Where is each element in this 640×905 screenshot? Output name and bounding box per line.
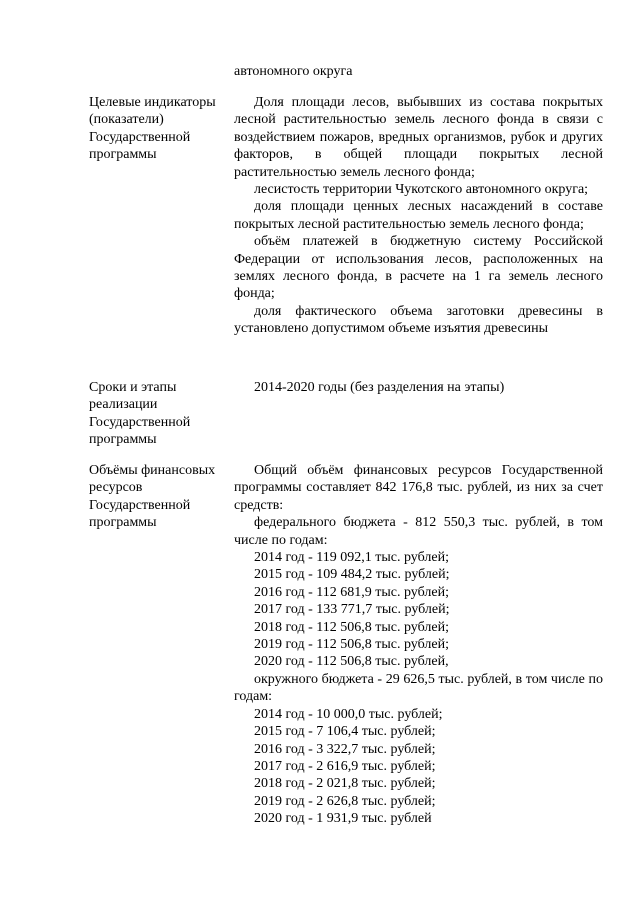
federal-year-line: 2017 год - 133 771,7 тыс. рублей; [254, 602, 450, 618]
federal-year-line: 2014 год - 119 092,1 тыс. рублей; [254, 550, 449, 566]
federal-year-line: 2019 год - 112 506,8 тыс. рублей; [254, 637, 449, 653]
district-year-line: 2019 год - 2 626,8 тыс. рублей; [254, 793, 436, 809]
terms-text: 2014-2020 годы (без разделения на этапы) [254, 380, 505, 395]
terms-label-line: реализации [89, 397, 158, 413]
indicators-label-line: Государственной [89, 129, 191, 145]
federal-budget-intro: федерального бюджета - 812 550,3 тыс. рублей, в том числе по годам: [234, 515, 603, 548]
indicators-label-line: программы [89, 147, 157, 163]
finance-content [234, 462, 603, 828]
finance-label-line: программы [89, 515, 157, 531]
district-year-line: 2014 год - 10 000,0 тыс. рублей; [254, 706, 443, 722]
indicator-item: доля фактического объема заготовки древесины в установлено допустимом объеме изъятия древесины [234, 303, 603, 337]
continuation-line: автономного округа [234, 64, 353, 79]
terms-label [89, 379, 237, 449]
district-budget-intro: окружного бюджета - 29 626,5 тыс. рублей, в том числе по годам: [234, 671, 603, 705]
federal-year-line: 2015 год - 109 484,2 тыс. рублей; [254, 567, 450, 583]
indicator-item: Доля площади лесов, выбывших из состава покрытых лесной растительностью земель лесного фонда в связи с воздействием пожаров, вредных организмов, рубок и других факторов, в общей площади покрытых лесной растительностью земель лесного фонда; [234, 95, 603, 180]
district-year-line: 2017 год - 2 616,9 тыс. рублей; [254, 758, 436, 774]
district-year-line: 2015 год - 7 106,4 тыс. рублей; [254, 724, 436, 740]
federal-year-line: 2020 год - 112 506,8 тыс. рублей, [254, 654, 449, 670]
finance-label-line: Государственной [89, 497, 191, 513]
terms-label-line: программы [89, 432, 157, 448]
finance-label-line: ресурсов [89, 480, 143, 496]
indicators-label [89, 94, 237, 164]
district-year-line: 2016 год - 3 322,7 тыс. рублей; [254, 741, 436, 757]
finance-label-line: Объёмы финансовых [89, 463, 216, 478]
federal-year-line: 2018 год - 112 506,8 тыс. рублей; [254, 619, 449, 635]
finance-label [89, 462, 237, 532]
indicator-item: объём платежей в бюджетную систему Российской Федерации от использования лесов, расположенных на землях лесного фонда, в расчете на 1 га земель лесного фонда; [234, 234, 603, 302]
indicator-item: лесистость территории Чукотского автономного округа; [254, 182, 589, 198]
terms-label-line: Государственной [89, 414, 191, 430]
indicators-content [234, 94, 603, 338]
terms-content [234, 379, 603, 396]
district-year-line: 2020 год - 1 931,9 тыс. рублей [254, 811, 432, 827]
federal-year-line: 2016 год - 112 681,9 тыс. рублей; [254, 584, 449, 600]
indicators-label-line: Целевые индикаторы [89, 95, 216, 110]
terms-label-line: Сроки и этапы [89, 380, 177, 395]
finance-intro: Общий объём финансовых ресурсов Государственной программы составляет 842 176,8 тыс. рублей, из них за счет средств: [234, 463, 603, 513]
indicators-label-line: (показатели) [89, 112, 164, 128]
indicator-item: доля площади ценных лесных насаждений в составе покрытых лесной растительностью земель лесного фонда; [234, 199, 603, 232]
continuation-text [234, 63, 603, 80]
district-year-line: 2018 год - 2 021,8 тыс. рублей; [254, 776, 436, 792]
